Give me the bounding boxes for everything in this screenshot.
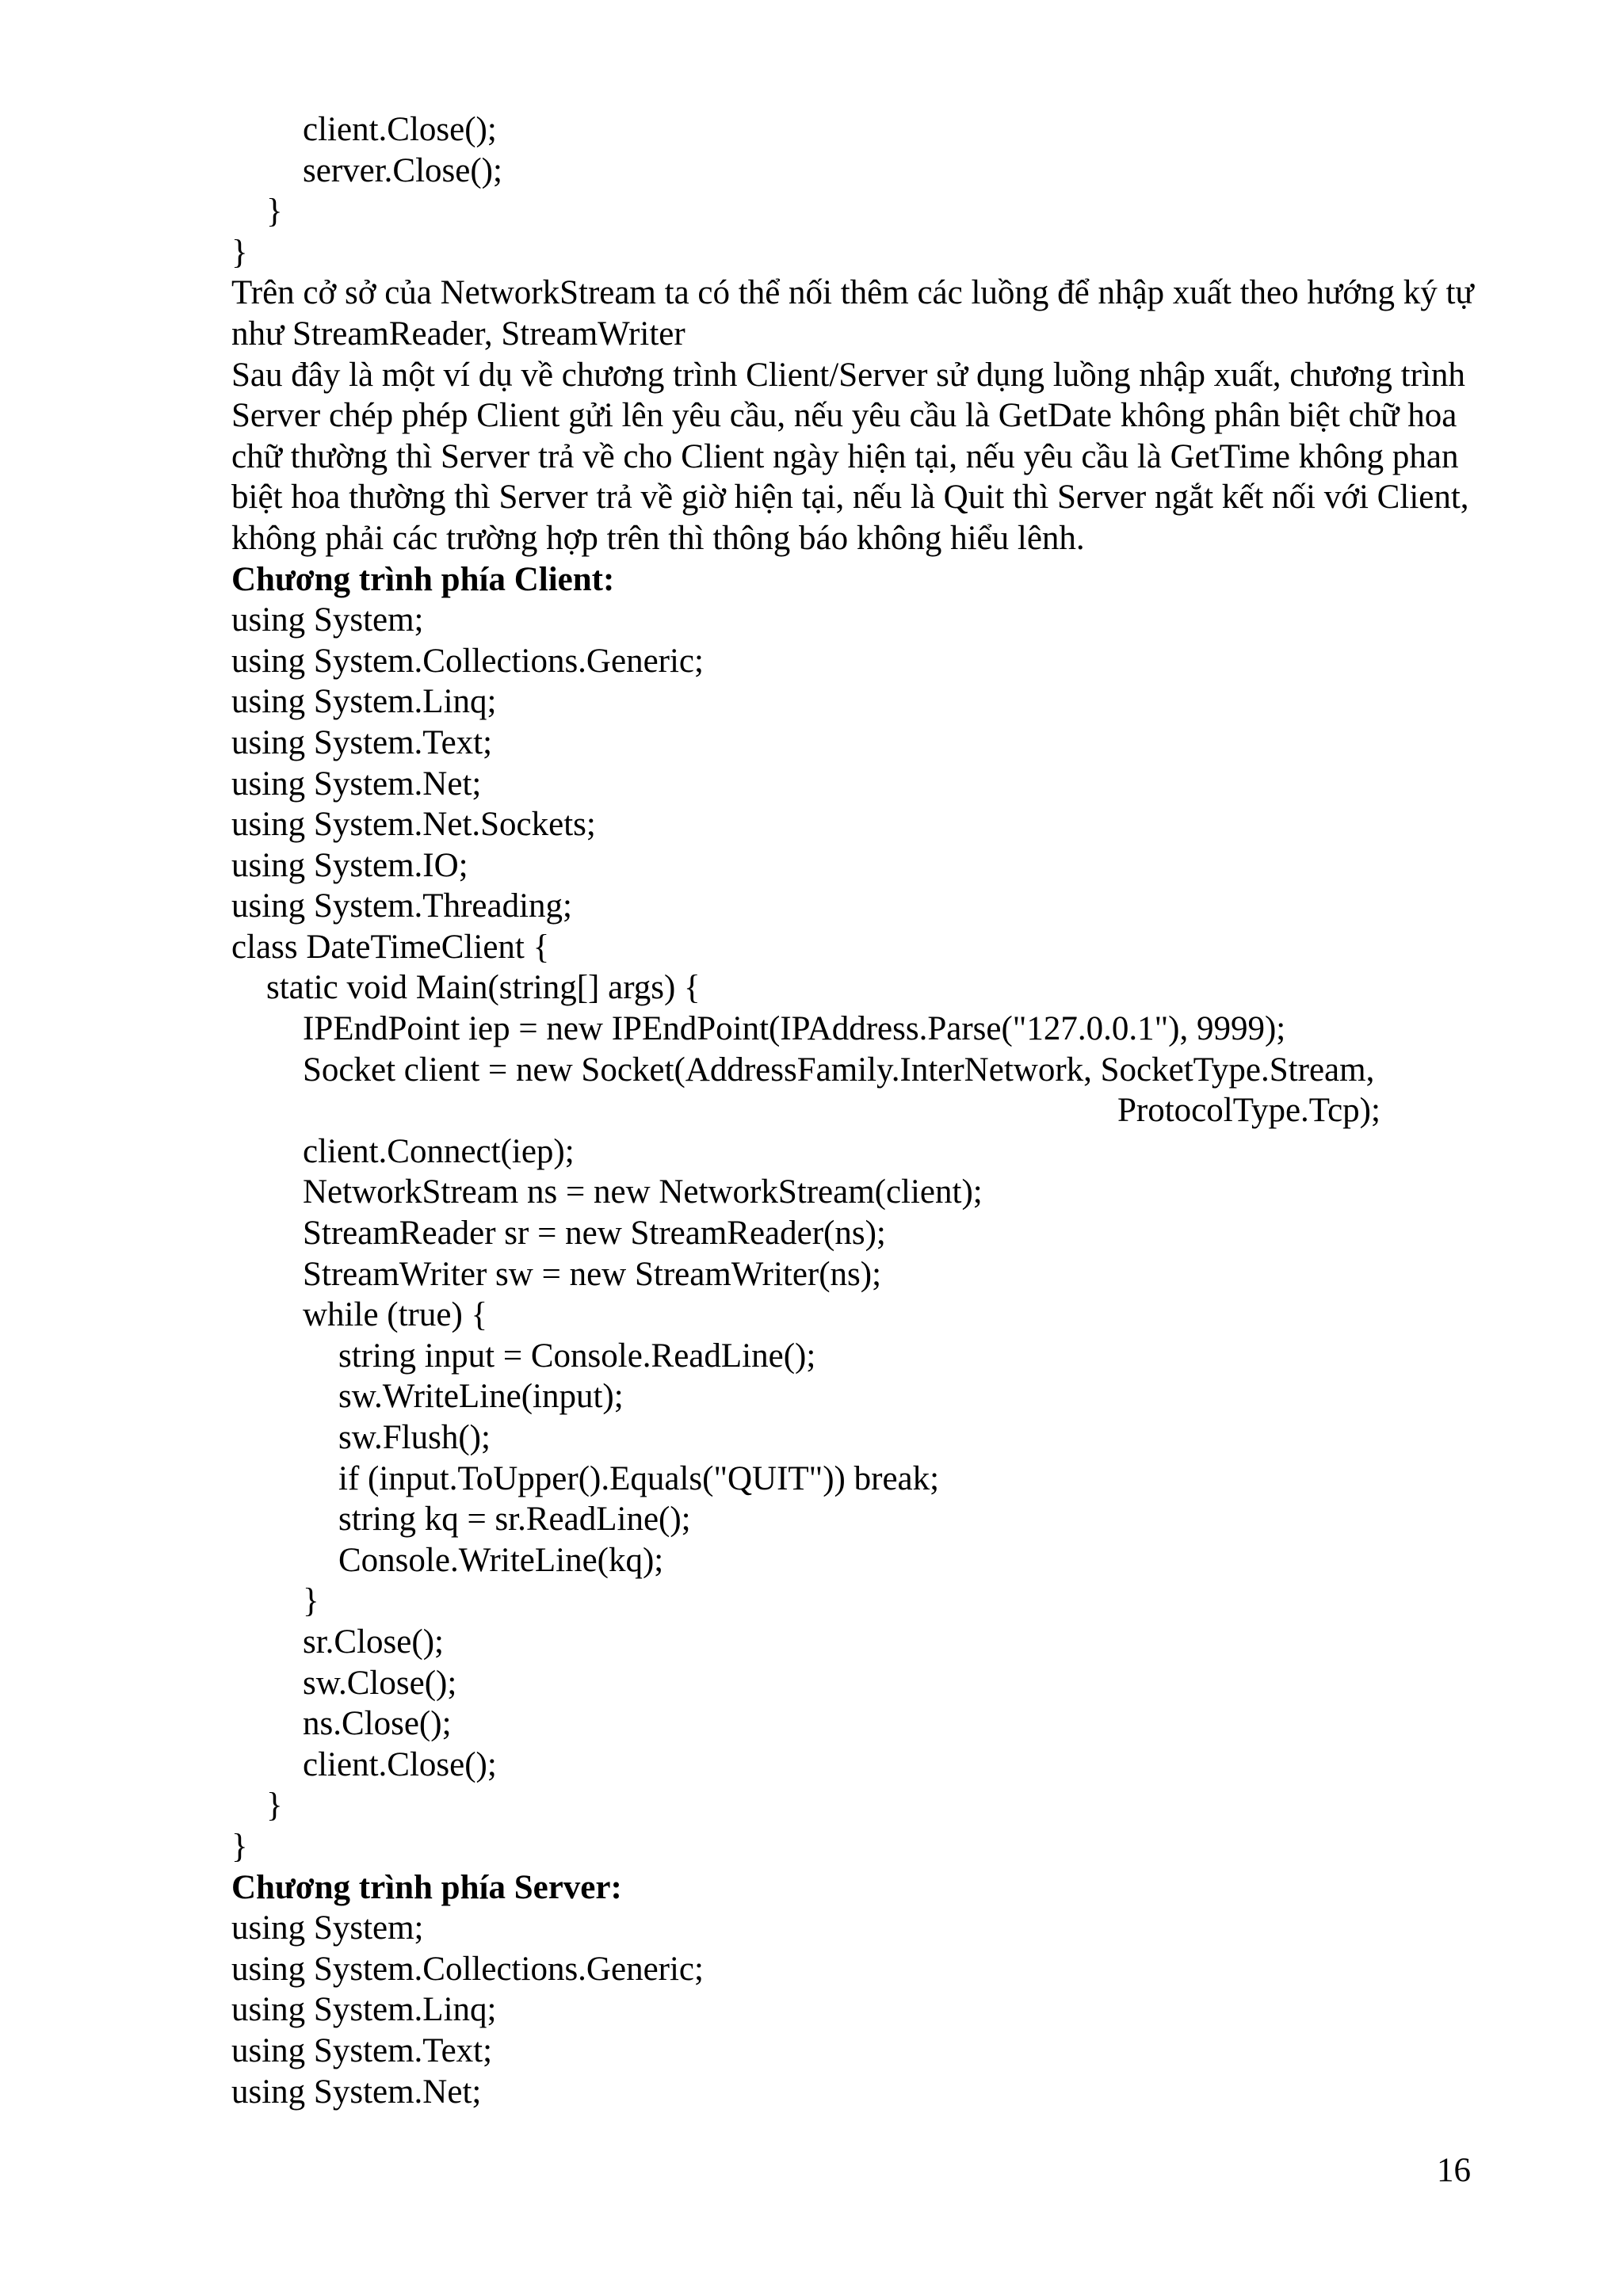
code-line: sw.Flush(); [338,1419,491,1456]
page-content [231,109,1484,2112]
code-line: client.Close(); [303,111,497,148]
code-line: using System; [231,601,424,639]
code-line: } [303,1582,319,1620]
section-heading-client: Chương trình phía Client: [231,560,615,598]
code-line: } [266,1787,283,1825]
body-paragraph: Trên cở sở của NetworkStream ta có thể nối thêm các luồng để nhập xuất theo hướng ký tự như StreamReader, StreamWriter [231,274,1474,353]
code-line: StreamWriter sw = new StreamWriter(ns); [303,1255,882,1293]
code-line: using System.Linq; [231,683,497,721]
code-line: static void Main(string[] args) { [266,969,701,1007]
code-line: using System.Net.Sockets; [231,806,596,844]
code-line: using System.Net; [231,2073,482,2111]
code-line: sr.Close(); [303,1623,444,1661]
code-line: if (input.ToUpper().Equals("QUIT")) break; [338,1459,940,1497]
code-line: ProtocolType.Tcp); [1117,1092,1381,1130]
code-line: using System.Threading; [231,887,572,925]
code-line: IPEndPoint iep = new IPEndPoint(IPAddress.Parse("127.0.0.1"), 9999); [303,1010,1286,1048]
code-line: ns.Close(); [303,1705,452,1743]
code-line: } [266,193,283,231]
code-line: using System.Collections.Generic; [231,1950,704,1988]
code-line: client.Close(); [303,1745,497,1783]
section-heading-server: Chương trình phía Server: [231,1868,622,1906]
code-line: using System.Text; [231,723,493,761]
body-paragraph: Sau đây là một ví dụ về chương trình Client/Server sử dụng luồng nhập xuất, chương trình Server chép phép Client gửi lên yêu cầu, nếu yêu cầu là GetDate không phân biệt chữ hoa chữ thường thì Server trả về cho Client ngày hiện tại, nếu yêu cầu là GetTime không phan biệt hoa thường thì Server trả về giờ hiện tại, nếu là Quit thì Server ngắt kết nối với Client, không phải các trường hợp trên thì thông báo không hiểu lênh. [231,356,1469,557]
code-line: using System; [231,1909,424,1947]
code-line: sw.WriteLine(input); [338,1378,624,1416]
code-line: StreamReader sr = new StreamReader(ns); [303,1215,886,1253]
code-line: string input = Console.ReadLine(); [338,1337,816,1375]
code-line: using System.IO; [231,846,468,884]
code-line: } [231,233,248,271]
code-line: class DateTimeClient { [231,928,550,966]
code-line: client.Connect(iep); [303,1132,575,1170]
code-line: sw.Close(); [303,1664,457,1702]
code-line: using System.Linq; [231,1991,497,2029]
code-line: using System.Text; [231,2031,493,2069]
code-line: server.Close(); [303,151,502,189]
code-line: using System.Net; [231,765,482,803]
page-number: 16 [1437,2152,1471,2189]
code-line: Console.WriteLine(kq); [338,1541,664,1579]
code-line: NetworkStream ns = new NetworkStream(client); [303,1173,983,1211]
code-line: } [231,1827,248,1865]
code-line: string kq = sr.ReadLine(); [338,1501,691,1539]
code-line: using System.Collections.Generic; [231,642,704,680]
code-line: Socket client = new Socket(AddressFamily.InterNetwork, SocketType.Stream, [303,1051,1375,1089]
code-line: while (true) { [303,1296,488,1334]
